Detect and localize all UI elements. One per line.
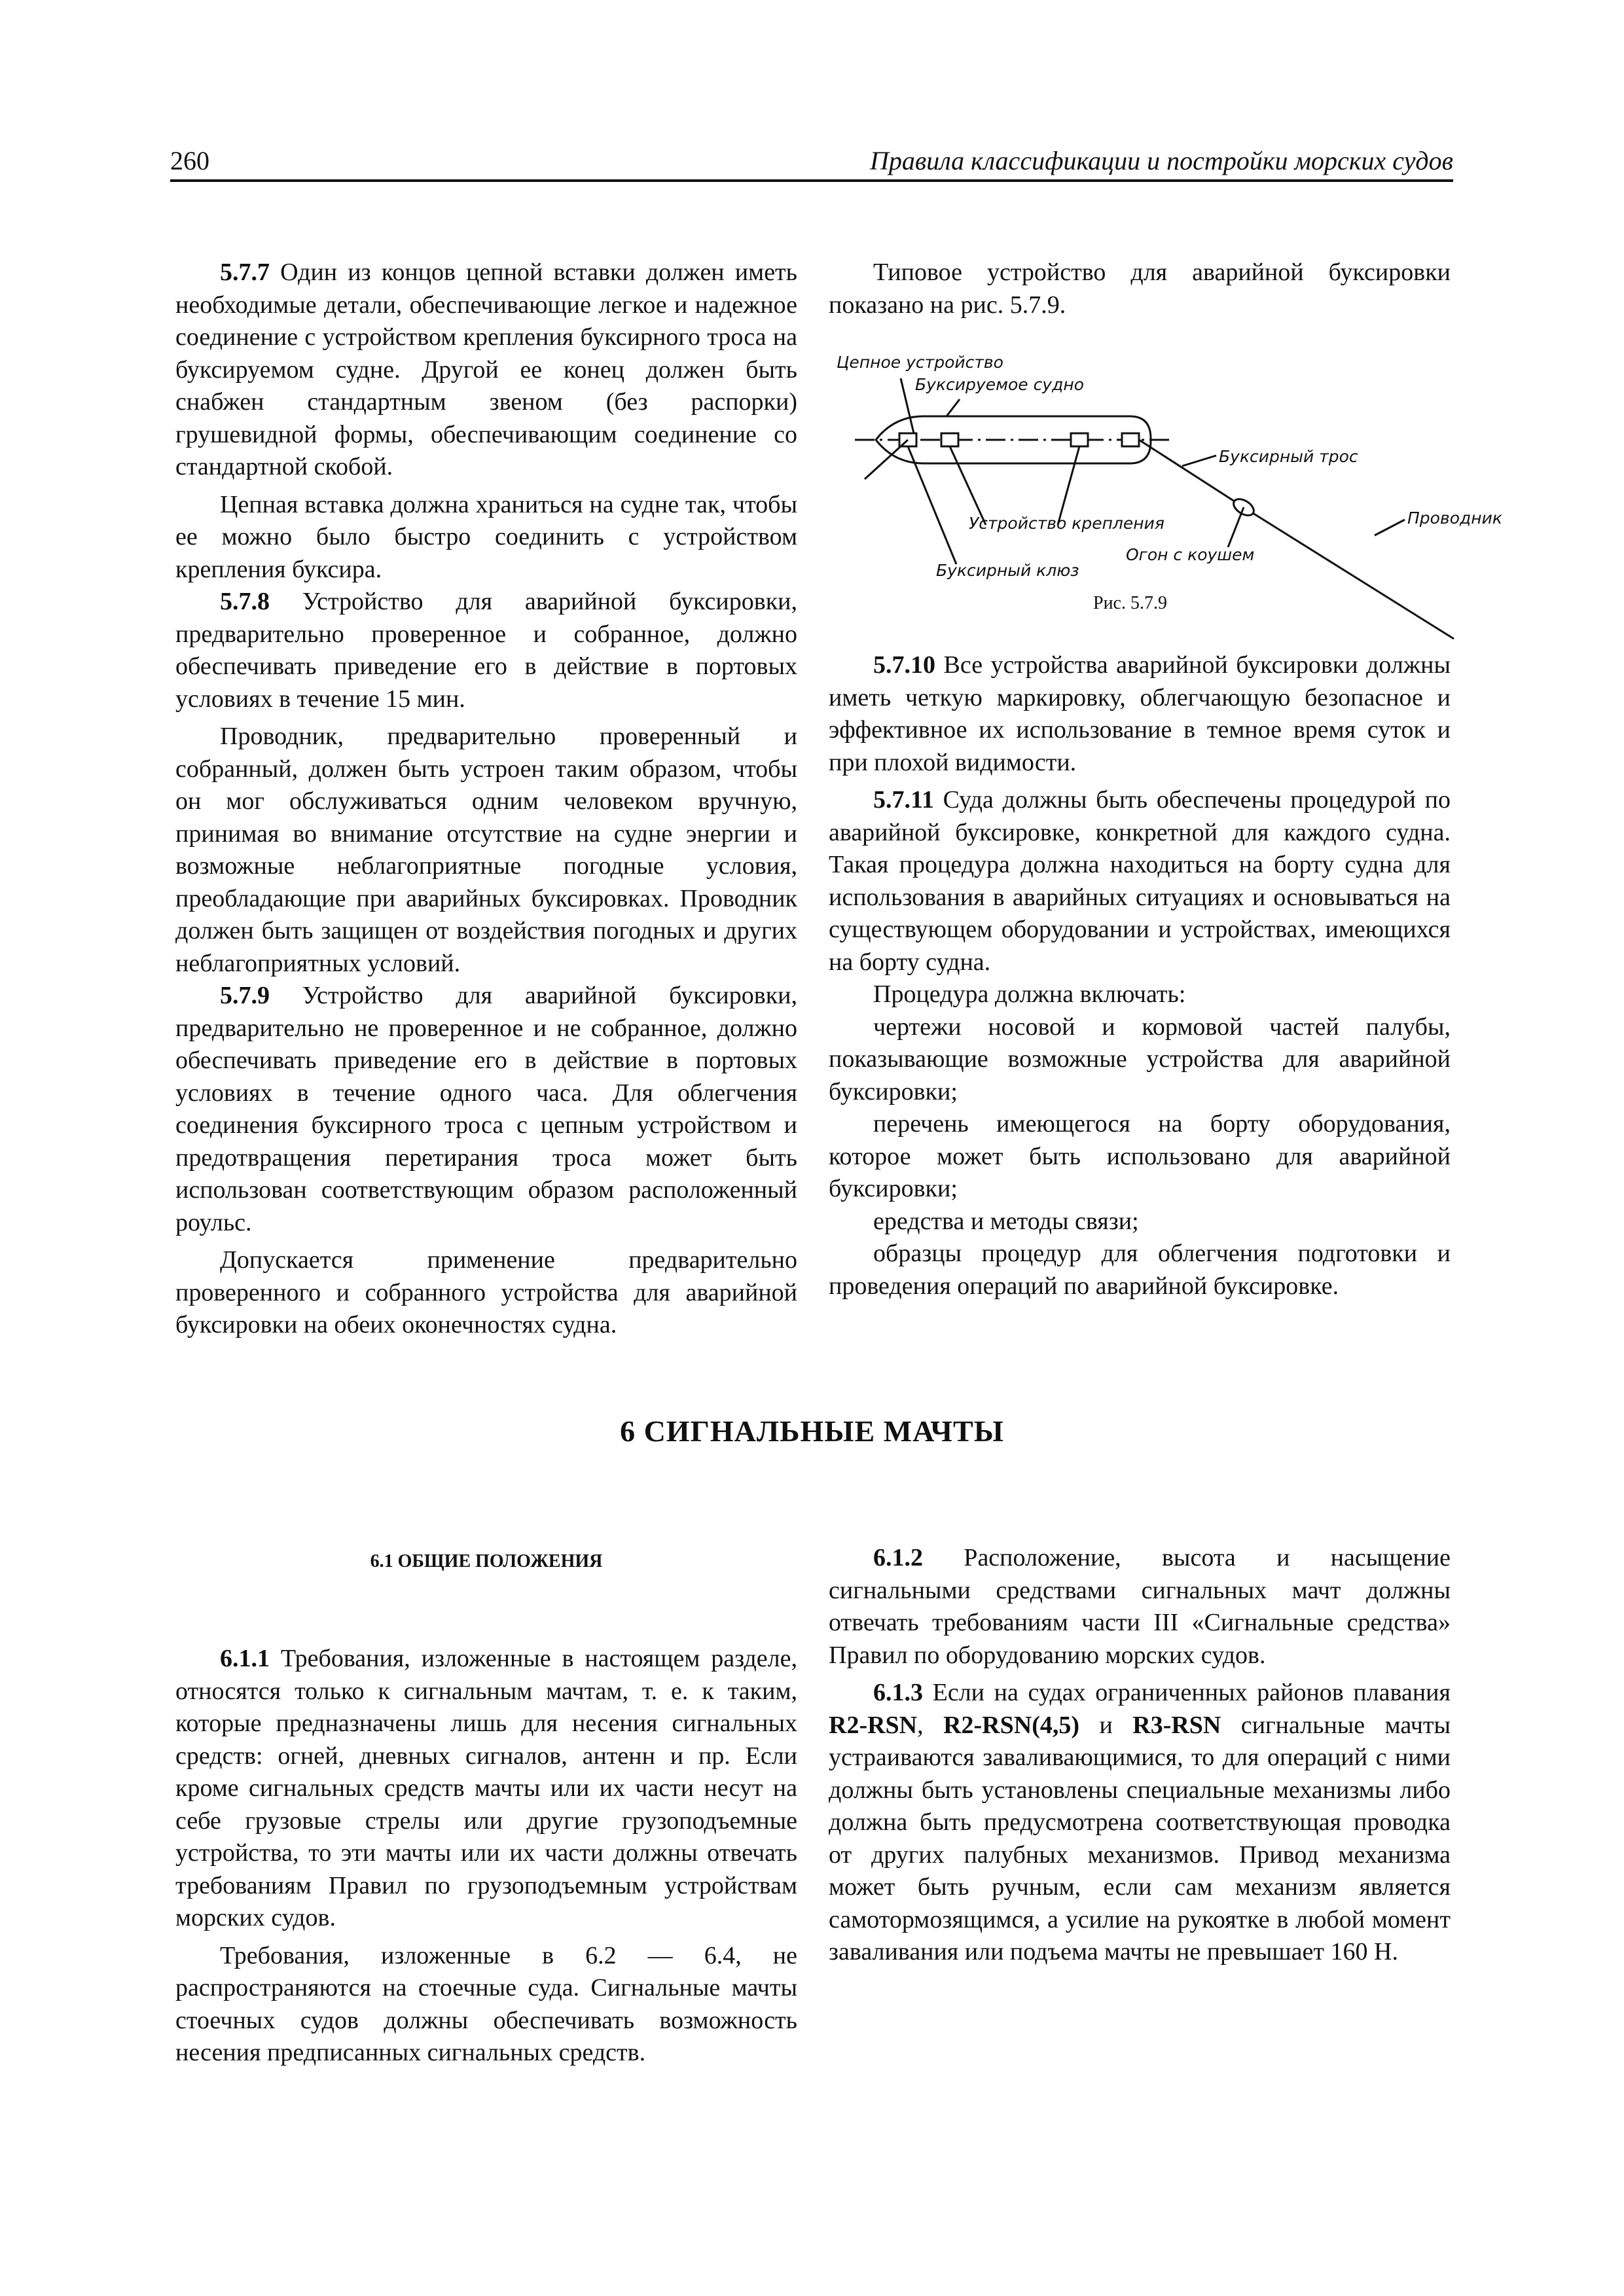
clause-number: 6.1.1	[220, 1645, 270, 1672]
paragraph-text: Требования, изложенные в настоящем разделе, относятся только к сигнальным мачтам, т. е. к таким, которые предназначены лишь для несения сигнальных средств: огней, дневных сигналов, антенн и пр. Если кроме сигнальных средств мачты или их части несут на себе грузовые стрелы или другие грузоподъемные устройства, то эти мачты или их части должны отвечать требованиям Правил по грузоподъемным устройствам морских судов.	[175, 1645, 797, 1931]
paragraph-5-7-8	[175, 586, 797, 715]
paragraph-text: сигнальные мачты устраиваются заваливающимися, то для операций с ними должны быть установлены специальные механизмы либо должна быть предусмотрена соответствующая проводка от других палубных механизмов. Привод механизма может быть ручным, если сам механизм является самотормозящимся, а усилие на рукоятке в любой момент заваливания или подъема мачты не превышает 160 Н.	[829, 1711, 1451, 1965]
fastening-leader-line	[1058, 446, 1079, 525]
clause-number: 5.7.11	[873, 786, 934, 814]
label-fastening-device	[969, 514, 1164, 533]
figure-caption: Рис. 5.7.9	[1093, 593, 1167, 613]
clause-number: 5.7.10	[873, 651, 935, 679]
upper-left-column	[175, 257, 797, 1342]
leader-label-line	[1375, 520, 1405, 535]
lower-right-column	[829, 1542, 1451, 1969]
paragraph: Требования, изложенные в 6.2 — 6.4, не распространяются на стоечные суда. Сигнальные мачты стоечных судов должны обеспечивать возможность несения предписанных сигнальных средств.	[175, 1941, 797, 2066]
clause-number: 5.7.9	[220, 982, 270, 1009]
paragraph-text: Устройство для аварийной буксировки, предварительно проверенное и собранное, должно обеспечивать приведение его в действие в портовых условиях в течение 15 мин.	[175, 588, 797, 713]
paragraph: Допускается применение предварительно проверенного и собранного устройства для аварийной буксировки на обеих оконечностях судна.	[175, 1246, 797, 1338]
lower-left-column	[175, 1643, 797, 2070]
navigation-area-code: R2-RSN	[829, 1711, 918, 1739]
list-item: перечень имеющегося на борту оборудования, которое может быть использовано для аварийной буксировки;	[829, 1110, 1451, 1202]
fitting-stern	[1122, 433, 1139, 446]
paragraph: Процедура должна включать:	[873, 980, 1186, 1008]
list-item: образцы процедур для облегчения подготовки и проведения операций по аварийной буксировке.	[829, 1240, 1451, 1300]
paragraph-6-1-2	[829, 1542, 1451, 1672]
fitting-fastening-forward	[941, 433, 958, 446]
page-number: 260	[170, 146, 209, 175]
navigation-area-code: R2-RSN(4,5)	[943, 1711, 1080, 1739]
towing-arrangement-diagram	[829, 351, 1502, 639]
paragraph-5-7-10	[829, 649, 1451, 779]
chain-leader-line	[901, 378, 914, 433]
paragraph-text: Если на судах ограниченных районов плавания	[923, 1679, 1451, 1706]
upper-right-column	[829, 649, 1451, 1302]
paragraph-5-7-9	[175, 980, 797, 1239]
paragraph-text: и	[1079, 1711, 1133, 1739]
upper-right-intro	[829, 257, 1451, 321]
running-title: Правила классификации и постройки морских судов	[869, 146, 1453, 175]
navigation-area-code: R3-RSN	[1132, 1711, 1221, 1739]
fastening-leader-line	[950, 446, 986, 525]
fitting-fastening-aft	[1071, 433, 1088, 446]
clause-number: 6.1.3	[873, 1679, 923, 1706]
clause-number: 5.7.8	[220, 588, 270, 615]
list-item: чертежи носовой и кормовой частей палубы, показывающие возможные устройства для аварийной буксировки;	[829, 1013, 1451, 1105]
paragraph-5-7-11	[829, 784, 1451, 978]
paragraph-text: Все устройства аварийной буксировки должны иметь четкую маркировку, облегчающую безопасное и эффективное их использование в темное время суток и при плохой видимости.	[829, 651, 1451, 776]
page-header	[170, 143, 1453, 182]
paragraph-text: Расположение, высота и насыщение сигнальными средствами сигнальных мачт должны отвечать требованиям части III «Сигнальные средства» Правил по оборудованию морских судов.	[829, 1544, 1451, 1669]
paragraph-text: Суда должны быть обеспечены процедурой по аварийной буксировке, конкретной для каждого судна. Такая процедура должна находиться на борту судна для использования в аварийных ситуациях и основываться на существующем оборудовании и устройствах, имеющихся на борту судна.	[829, 786, 1451, 976]
figure-intro: Типовое устройство для аварийной буксировки показано на рис. 5.7.9.	[829, 259, 1451, 319]
paragraph-text: Один из концов цепной вставки должен иметь необходимые детали, обеспечивающие легкое и надежное соединение с устройством крепления буксирного троса на буксируемом судне. Другой ее конец должен быть снабжен стандартным звеном (без распорки) грушевидной формы, обеспечивающим соединение со стандартной скобой.	[175, 259, 797, 480]
leader-line	[1253, 513, 1454, 639]
paragraph: Цепная вставка должна храниться на судне так, чтобы ее можно было быстро соединить с устройством крепления буксира.	[175, 490, 797, 583]
label-leader: Проводник	[1407, 509, 1502, 528]
paragraph-6-1-1	[175, 1643, 797, 1935]
subsection-title: 6.1 ОБЩИЕ ПОЛОЖЕНИЯ	[370, 1551, 603, 1571]
clause-number: 6.1.2	[873, 1544, 923, 1571]
tow-rope-label-line	[1182, 456, 1216, 466]
label-eye-thimble: Огон с коушем	[1126, 545, 1255, 564]
eye-label-line	[1228, 507, 1244, 547]
towed-vessel-leader-line	[947, 399, 960, 416]
clause-number: 5.7.7	[220, 259, 270, 286]
label-fairlead: Буксирный клюз	[936, 561, 1079, 580]
paragraph-text: Устройство для аварийной буксировки, предварительно не проверенное и не собранное, должно обеспечивать приведение его в действие в портовых условиях в течение одного часа. Для облегчения соединения буксирного троса с цепным устройством и предотвращения перетирания троса может быть использован соответствующим образом расположенный роульс.	[175, 982, 797, 1236]
label-towed-vessel: Буксируемое судно	[915, 375, 1085, 394]
label-tow-rope: Буксирный трос	[1219, 447, 1358, 466]
paragraph: Проводник, предварительно проверенный и собранный, должен быть устроен таким образом, чтобы он мог обслуживаться одним человеком вручную, принимая во внимание отсутствие на судне энергии и возможные неблагоприятные погодные условия, преобладающие при аварийных буксировках. Проводник должен быть защищен от воздействия погодных и других неблагоприятных условий.	[175, 723, 797, 977]
paragraph-text: ,	[917, 1711, 944, 1739]
list-item: ередства и методы связи;	[873, 1207, 1139, 1235]
label-fastening-device-text: Устройство крепления	[969, 514, 1164, 533]
figure-5-7-9	[829, 351, 1502, 639]
section-title: 6 СИГНАЛЬНЫЕ МАЧТЫ	[620, 1414, 1004, 1448]
paragraph-6-1-3	[829, 1677, 1451, 1969]
paragraph-5-7-7	[175, 257, 797, 484]
label-chain-device: Цепное устройство	[837, 353, 1003, 372]
